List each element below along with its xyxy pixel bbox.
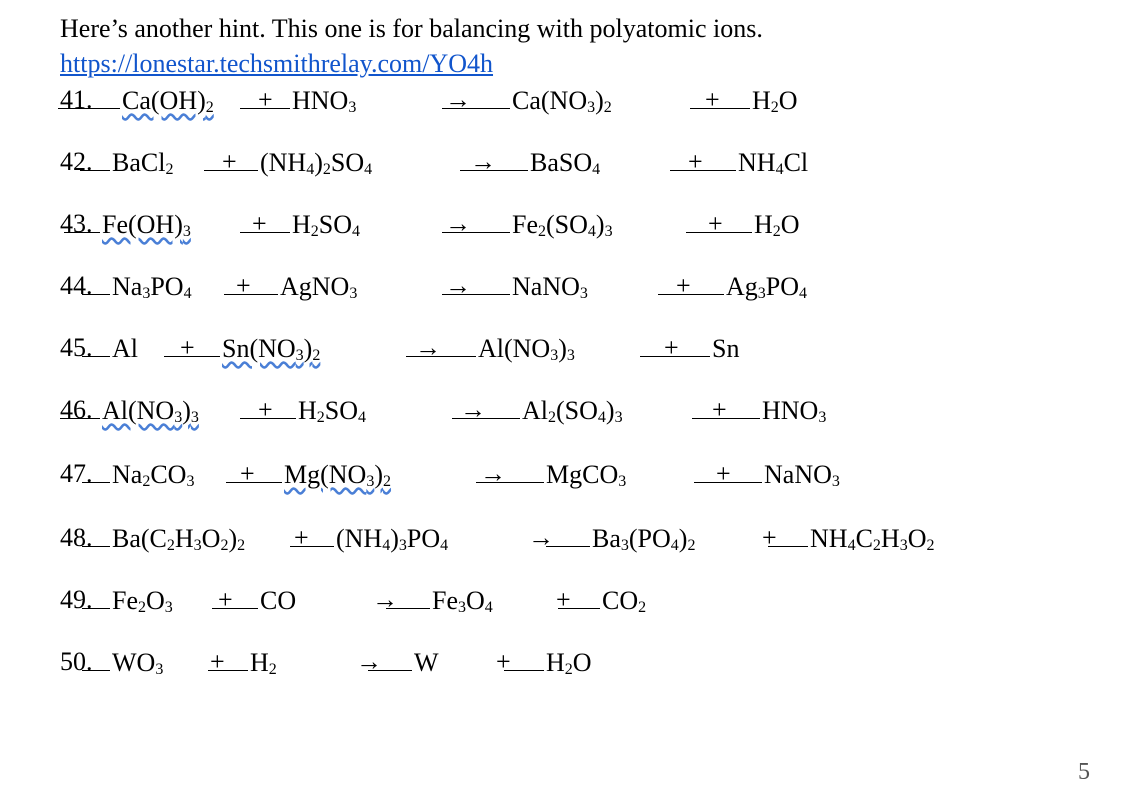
coefficient-blank[interactable] <box>658 268 724 295</box>
term <box>60 392 199 429</box>
term <box>64 206 191 243</box>
formula: $(NH_4)_3PO_4$ <box>336 524 449 554</box>
formula: MgCO$_3$ <box>546 460 627 490</box>
formula: $HNO_3$ <box>292 86 357 116</box>
arrow-icon: → <box>480 459 506 488</box>
coefficient-blank[interactable] <box>64 206 100 233</box>
formula: NaNO$_3$ <box>764 460 840 490</box>
formula: NaNO$_3$ <box>512 272 588 302</box>
plus-sign: + <box>716 459 731 488</box>
coefficient-blank[interactable] <box>82 330 110 357</box>
formula: $Fe_2O_3$ <box>112 586 173 616</box>
coefficient-blank[interactable] <box>224 268 278 295</box>
term <box>558 582 646 619</box>
formula: $Ba_3(PO_4)_2$ <box>592 524 696 554</box>
arrow-icon: → <box>445 85 471 114</box>
coefficient-blank[interactable] <box>670 144 736 171</box>
term <box>386 582 493 619</box>
formula: $H_2O$ <box>546 648 592 678</box>
formula: $CO_2$ <box>602 586 647 616</box>
plus-sign: + <box>664 333 679 362</box>
term <box>686 206 800 243</box>
equation-number: 50. <box>60 647 93 676</box>
equation-number: 44. <box>60 271 93 300</box>
coefficient-blank[interactable] <box>80 144 110 171</box>
formula: BaSO$_4$ <box>530 148 601 178</box>
formula: $Na_3PO_4$ <box>112 272 192 302</box>
equation-number: 48. <box>60 523 93 552</box>
coefficient-blank[interactable] <box>58 82 120 109</box>
formula: $Ca(OH)_2$ <box>122 86 214 116</box>
formula: $WO_3$ <box>112 648 164 678</box>
formula: $H_2O$ <box>754 210 800 240</box>
term <box>82 520 245 557</box>
coefficient-blank[interactable] <box>690 82 750 109</box>
formula: $Na_2CO_3$ <box>112 460 195 490</box>
term <box>504 644 592 681</box>
term <box>82 268 192 305</box>
arrow-icon: → <box>356 647 382 676</box>
formula: Al <box>112 334 138 363</box>
term <box>768 520 934 557</box>
formula: $H_2$ <box>250 648 277 678</box>
formula: $Ca(NO_3)_2$ <box>512 86 612 116</box>
formula: $(NH_4)_2SO_4$ <box>260 148 373 178</box>
formula: $NH_4Cl$ <box>738 148 809 178</box>
term <box>82 644 163 681</box>
term <box>290 520 448 557</box>
formula: $Al_2(SO_4)_3$ <box>522 396 623 426</box>
formula: $H_2O$ <box>752 86 798 116</box>
formula: $Fe_2(SO_4)_3$ <box>512 210 613 240</box>
plus-sign: + <box>676 271 691 300</box>
plus-sign: + <box>258 85 273 114</box>
plus-sign: + <box>496 647 511 676</box>
formula: $Fe_3O_4$ <box>432 586 493 616</box>
formula: $NH_4C_2H_3O_2$ <box>810 524 935 554</box>
plus-sign: + <box>258 395 273 424</box>
term <box>82 330 138 367</box>
formula: $Al(NO_3)_3$ <box>102 396 199 426</box>
plus-sign: + <box>252 209 267 238</box>
equation-number: 47. <box>60 459 93 488</box>
coefficient-blank[interactable] <box>82 268 110 295</box>
hint-link[interactable]: https://lonestar.techsmithrelay.com/YO4h <box>60 49 494 78</box>
plus-sign: + <box>210 647 225 676</box>
plus-sign: + <box>222 147 237 176</box>
equation-number: 46. <box>60 395 93 424</box>
formula: $Mg(NO_3)_2$ <box>284 460 392 490</box>
coefficient-blank[interactable] <box>82 644 110 671</box>
term <box>546 520 695 557</box>
formula: $H_2SO_4$ <box>298 396 367 426</box>
page-number: 5 <box>1078 759 1090 785</box>
formula: $Ba(C_2H_3O_2)_2$ <box>112 524 246 554</box>
formula: $Ag_3PO_4$ <box>726 272 808 302</box>
plus-sign: + <box>708 209 723 238</box>
formula: Sn <box>712 334 740 363</box>
coefficient-blank[interactable] <box>82 582 110 609</box>
formula: $H_2SO_4$ <box>292 210 361 240</box>
plus-sign: + <box>218 585 233 614</box>
equation-number: 43. <box>60 209 93 238</box>
arrow-icon: → <box>372 585 398 614</box>
plus-sign: + <box>294 523 309 552</box>
coefficient-blank[interactable] <box>60 392 100 419</box>
plus-sign: + <box>556 585 571 614</box>
plus-sign: + <box>712 395 727 424</box>
equation-number: 42. <box>60 147 93 176</box>
plus-sign: + <box>240 459 255 488</box>
formula: BaCl$_2$ <box>112 148 174 178</box>
formula: AgNO$_3$ <box>280 272 358 302</box>
term <box>80 144 173 181</box>
term <box>58 82 214 119</box>
coefficient-blank[interactable] <box>82 520 110 547</box>
formula: $Fe(OH)_3$ <box>102 210 191 240</box>
arrow-icon: → <box>445 271 471 300</box>
equation-number: 49. <box>60 585 93 614</box>
arrow-icon: → <box>445 209 471 238</box>
term <box>640 330 739 367</box>
formula: W <box>414 648 439 677</box>
arrow-icon: → <box>415 333 441 362</box>
plus-sign: + <box>236 271 251 300</box>
arrow-icon: → <box>470 147 496 176</box>
arrow-icon: → <box>528 523 554 552</box>
header-text: Here’s another hint. This one is for balancing with polyatomic ions. <box>60 14 763 43</box>
plus-sign: + <box>705 85 720 114</box>
formula: CO <box>260 586 297 615</box>
plus-sign: + <box>180 333 195 362</box>
term <box>82 456 194 493</box>
term <box>82 582 173 619</box>
formula: $HNO_3$ <box>762 396 827 426</box>
plus-sign: + <box>762 523 777 552</box>
coefficient-blank[interactable] <box>82 456 110 483</box>
formula: $Al(NO_3)_3$ <box>478 334 575 364</box>
plus-sign: + <box>688 147 703 176</box>
equation-number: 41. <box>60 85 93 114</box>
arrow-icon: → <box>460 395 486 424</box>
equation-number: 45. <box>60 333 93 362</box>
formula: $Sn(NO_3)_2$ <box>222 334 321 364</box>
